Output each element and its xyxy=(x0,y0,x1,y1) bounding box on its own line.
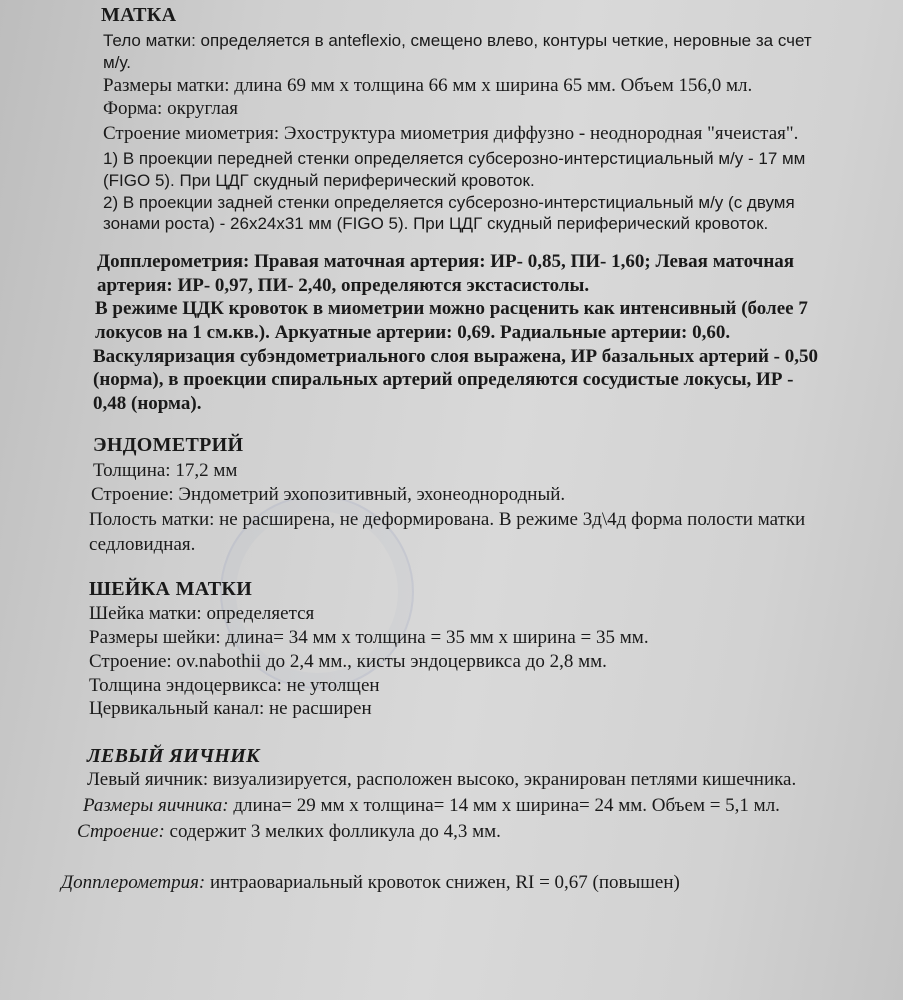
node2-line2: зонами роста) - 26х24х31 мм (FIGO 5). При ЦДГ скудный периферический кровоток. xyxy=(103,214,769,233)
doppler-line3: В режиме ЦДК кровоток в миометрии можно расценить как интенсивный (более 7 xyxy=(95,298,808,319)
cervix-size: Размеры шейки: длина= 34 мм х толщина = 35 мм х ширина = 35 мм. xyxy=(89,627,649,648)
ovary-size xyxy=(83,795,780,817)
endometrium-structure: Строение: Эндометрий эхопозитивный, эхонеоднородный. xyxy=(91,484,566,505)
ovary-doppler xyxy=(61,872,680,894)
ovary-structure xyxy=(77,821,501,843)
doppler-line6: (норма), в проекции спиральных артерий определяются сосудистые локусы, ИР - xyxy=(93,369,794,390)
cervix-heading: ШЕЙКА МАТКИ xyxy=(89,578,253,600)
cervical-canal: Цервикальный канал: не расширен xyxy=(89,698,372,719)
doppler-line2: артерия: ИР- 0,97, ПИ- 2,40, определяются экстасистолы. xyxy=(97,275,590,296)
ovary-doppler-label: Допплерометрия: xyxy=(61,872,206,893)
node2-line1: 2) В проекции задней стенки определяется субсерозно-интерстициальный м/у (с двумя xyxy=(103,193,795,212)
ovary-size-value: длина= 29 мм х толщина= 14 мм х ширина= 24 мм. Объем = 5,1 мл. xyxy=(228,795,780,816)
endocervix-thickness: Толщина эндоцервикса: не утолщен xyxy=(89,675,380,696)
uterus-body-line2: м/у. xyxy=(103,53,131,72)
doppler-line1: Допплерометрия: Правая маточная артерия: ИР- 0,85, ПИ- 1,60; Левая маточная xyxy=(97,251,795,272)
ovary-doppler-value: интраовариальный кровоток снижен, RI = 0,67 (повышен) xyxy=(205,872,680,893)
endometrium-thickness: Толщина: 17,2 мм xyxy=(93,460,238,481)
uterus-heading: МАТКА xyxy=(101,4,177,26)
doppler-line4: локусов на 1 см.кв.). Аркуатные артерии: 0,69. Радиальные артерии: 0,60. xyxy=(95,322,731,343)
node1-line1: 1) В проекции передней стенки определяется субсерозно-интерстициальный м/у - 17 мм xyxy=(103,149,806,168)
doppler-line5: Васкуляризация субэндометриального слоя выражена, ИР базальных артерий - 0,50 xyxy=(93,346,818,367)
cavity-line1: Полость матки: не расширена, не деформирована. В режиме 3д\4д форма полости матки xyxy=(89,509,806,530)
left-ovary-heading: ЛЕВЫЙ ЯИЧНИК xyxy=(87,745,260,767)
ovary-structure-label: Строение: xyxy=(77,821,165,842)
cervix-present: Шейка матки: определяется xyxy=(89,603,315,624)
ovary-structure-value: содержит 3 мелких фолликула до 4,3 мм. xyxy=(164,821,501,842)
cervix-structure: Строение: ov.nabothii до 2,4 мм., кисты эндоцервикса до 2,8 мм. xyxy=(89,651,607,672)
ovary-visualization: Левый яичник: визуализируется, расположен высоко, экранирован петлями кишечника. xyxy=(87,769,797,790)
uterus-shape: Форма: округлая xyxy=(103,98,239,119)
node1-line2: (FIGO 5). При ЦДГ скудный периферический кровоток. xyxy=(103,171,535,190)
uterus-body-line1: Тело матки: определяется в anteflexio, смещено влево, контуры четкие, неровные за счет xyxy=(103,31,812,50)
cavity-line2: седловидная. xyxy=(89,534,196,555)
doppler-line7: 0,48 (норма). xyxy=(93,393,202,414)
uterus-size: Размеры матки: длина 69 мм х толщина 66 мм х ширина 65 мм. Объем 156,0 мл. xyxy=(103,75,753,96)
myometrium-structure: Строение миометрия: Эхоструктура миометрия диффузно - неоднородная "ячеистая". xyxy=(103,123,799,144)
ovary-size-label: Размеры яичника: xyxy=(83,795,229,816)
endometrium-heading: ЭНДОМЕТРИЙ xyxy=(93,434,244,456)
